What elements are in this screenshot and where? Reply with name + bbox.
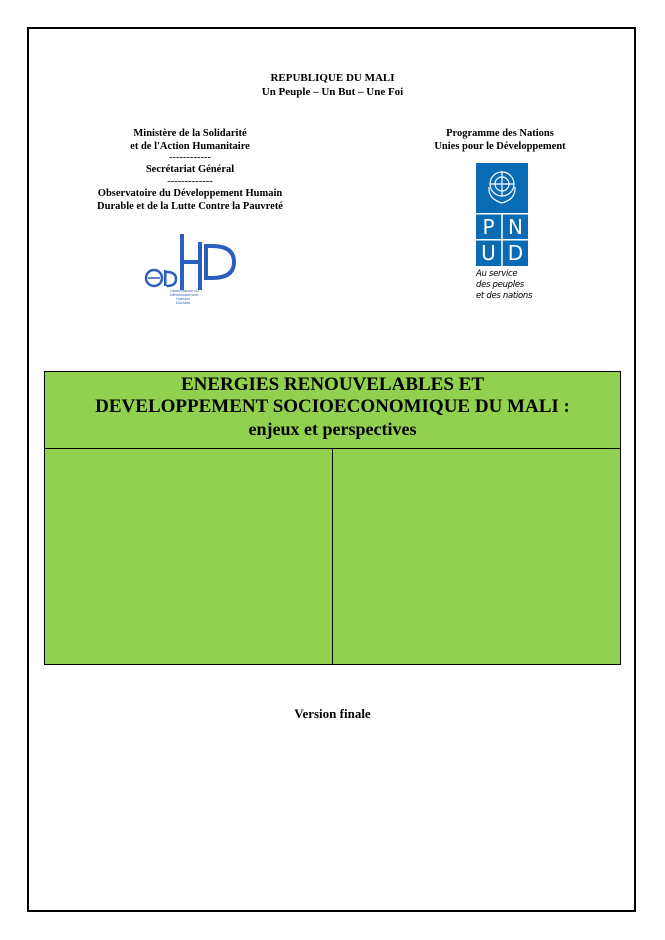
ministry-line-2: et de l'Action Humanitaire [130,141,250,153]
observatory-line-2: Durable et de la Lutte Contre la Pauvreté [97,200,283,212]
pnud-letter-n: N [508,215,523,239]
secretariat-label: Secrétariat Général [145,164,235,176]
country-name: REPUBLIQUE DU MALI [270,72,395,84]
country-motto: Un Peuple – Un But – Une Foi [261,86,404,98]
ministry-block [70,127,310,213]
table-cell-left [45,449,333,664]
version-label: Version finale [294,706,371,721]
pnud-tagline [462,269,542,302]
odhd-logo-caption-2: Développement [170,293,199,297]
table-cell-right [333,449,620,664]
country-header [0,71,665,99]
odhd-logo-caption-1: Observatoire du [170,289,199,293]
ministry-line-1: Ministère de la Solidarité [133,128,247,139]
title-line-1: ENERGIES RENOUVELABLES ET [180,374,485,395]
title-table [44,371,621,665]
pnud-letter-u: U [481,241,496,265]
pnud-letter-p: P [482,215,495,239]
odhd-logo-icon [142,230,237,305]
pnud-letter-d: D [507,241,524,265]
separator-2: ------------- [167,175,213,187]
undp-block [415,127,585,153]
undp-line-2: Unies pour le Développement [434,141,566,153]
odhd-logo-caption-3: Humain [176,297,190,301]
title-line-2: DEVELOPPEMENT SOCIOECONOMIQUE DU MALI : [95,396,570,417]
title-row [45,372,620,449]
undp-line-1: Programme des Nations [446,128,554,139]
odhd-logo-caption-4: Durable [176,301,191,305]
separator-1: ------------ [169,152,211,164]
tagline-line-1: Au service [476,269,518,279]
tagline-line-2: des peuples [476,280,524,290]
title-line-3: enjeux et perspectives [248,419,417,439]
pnud-logo-icon [476,163,528,266]
observatory-line-1: Observatoire du Développement Humain [97,187,283,199]
tagline-line-3: et des nations [476,291,533,301]
